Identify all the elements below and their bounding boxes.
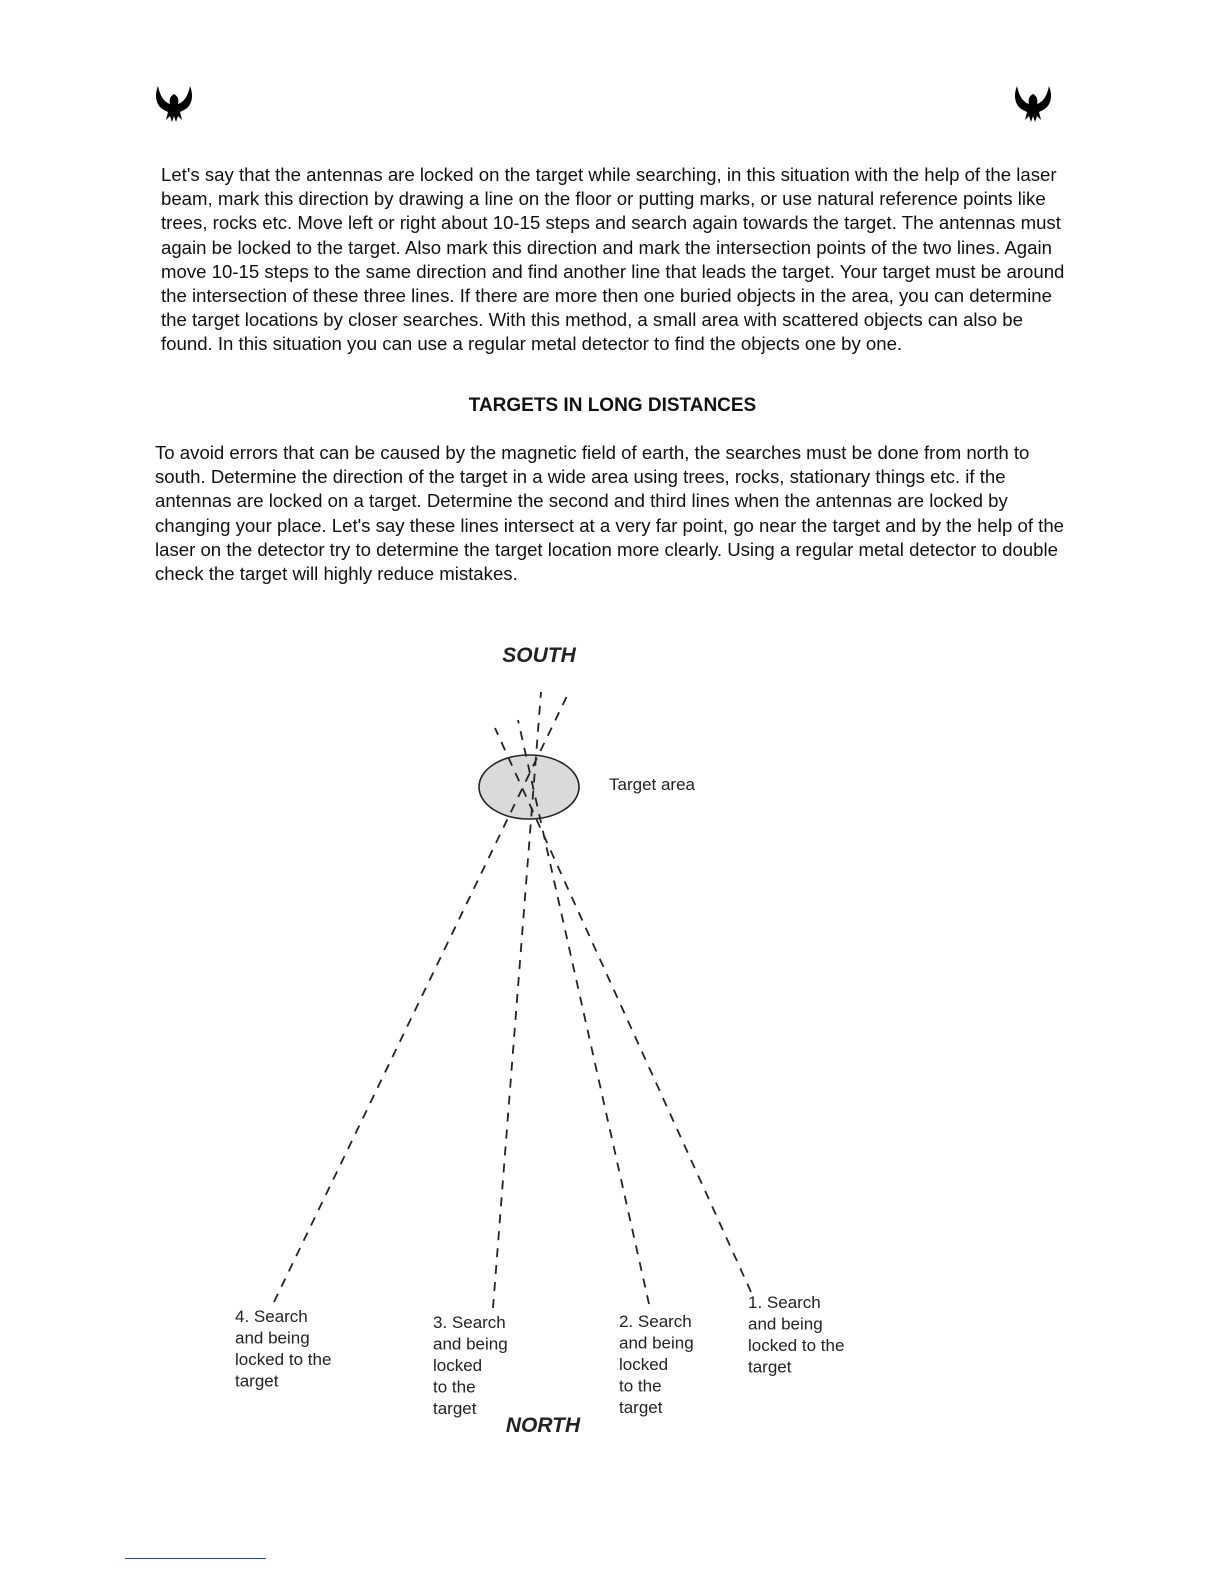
search-label-4: 4. Search and being locked to the target (235, 1307, 332, 1391)
search-lines-diagram (0, 620, 1225, 1450)
footer-rule (125, 1558, 266, 1559)
eagle-icon (1013, 82, 1053, 124)
search-label-1: 1. Search and being locked to the target (748, 1293, 845, 1377)
long-distance-paragraph: To avoid errors that can be caused by the magnetic field of earth, the searches must be done from north to south. Determine the direction of the target in a wide area using trees, rocks, stationary things etc. if the antennas are locked on a target. Determine the second and third lines when the antennas are locked by changing your place. Let's say these lines intersect at a very far point, go near the target and by the help of the laser on the detector try to determine the target location more clearly. Using a regular metal detector to double check the target will highly reduce mistakes. (155, 442, 1065, 585)
section-heading: TARGETS IN LONG DISTANCES (468, 395, 757, 416)
north-label: NORTH (505, 1414, 581, 1437)
eagle-logo-right (1013, 82, 1053, 124)
eagle-icon (154, 82, 194, 124)
search-label-2: 2. Search and being locked to the target (619, 1312, 694, 1417)
south-label: SOUTH (502, 644, 576, 667)
intro-paragraph: Let's say that the antennas are locked on the target while searching, in this situation with the help of the laser beam, mark this direction by drawing a line on the floor or putting marks, or use natural reference points like trees, rocks etc. Move left or right about 10-15 steps and search again towards the target. The antennas must again be locked to the target. Also mark this direction and mark the intersection points of the two lines. Again move 10-15 steps to the same direction and find another line that leads the target. Your target must be around the intersection of these three lines. If there are more then one buried objects in the area, you can determine the target locations by closer searches. With this method, a small area with scattered objects can also be found. In this situation you can use a regular metal detector to find the objects one by one. (161, 164, 1065, 355)
target-area-label: Target area (609, 775, 695, 794)
search-label-3: 3. Search and being locked to the target (433, 1313, 508, 1418)
target-area-ellipse (479, 755, 579, 819)
eagle-logo-left (154, 82, 194, 124)
